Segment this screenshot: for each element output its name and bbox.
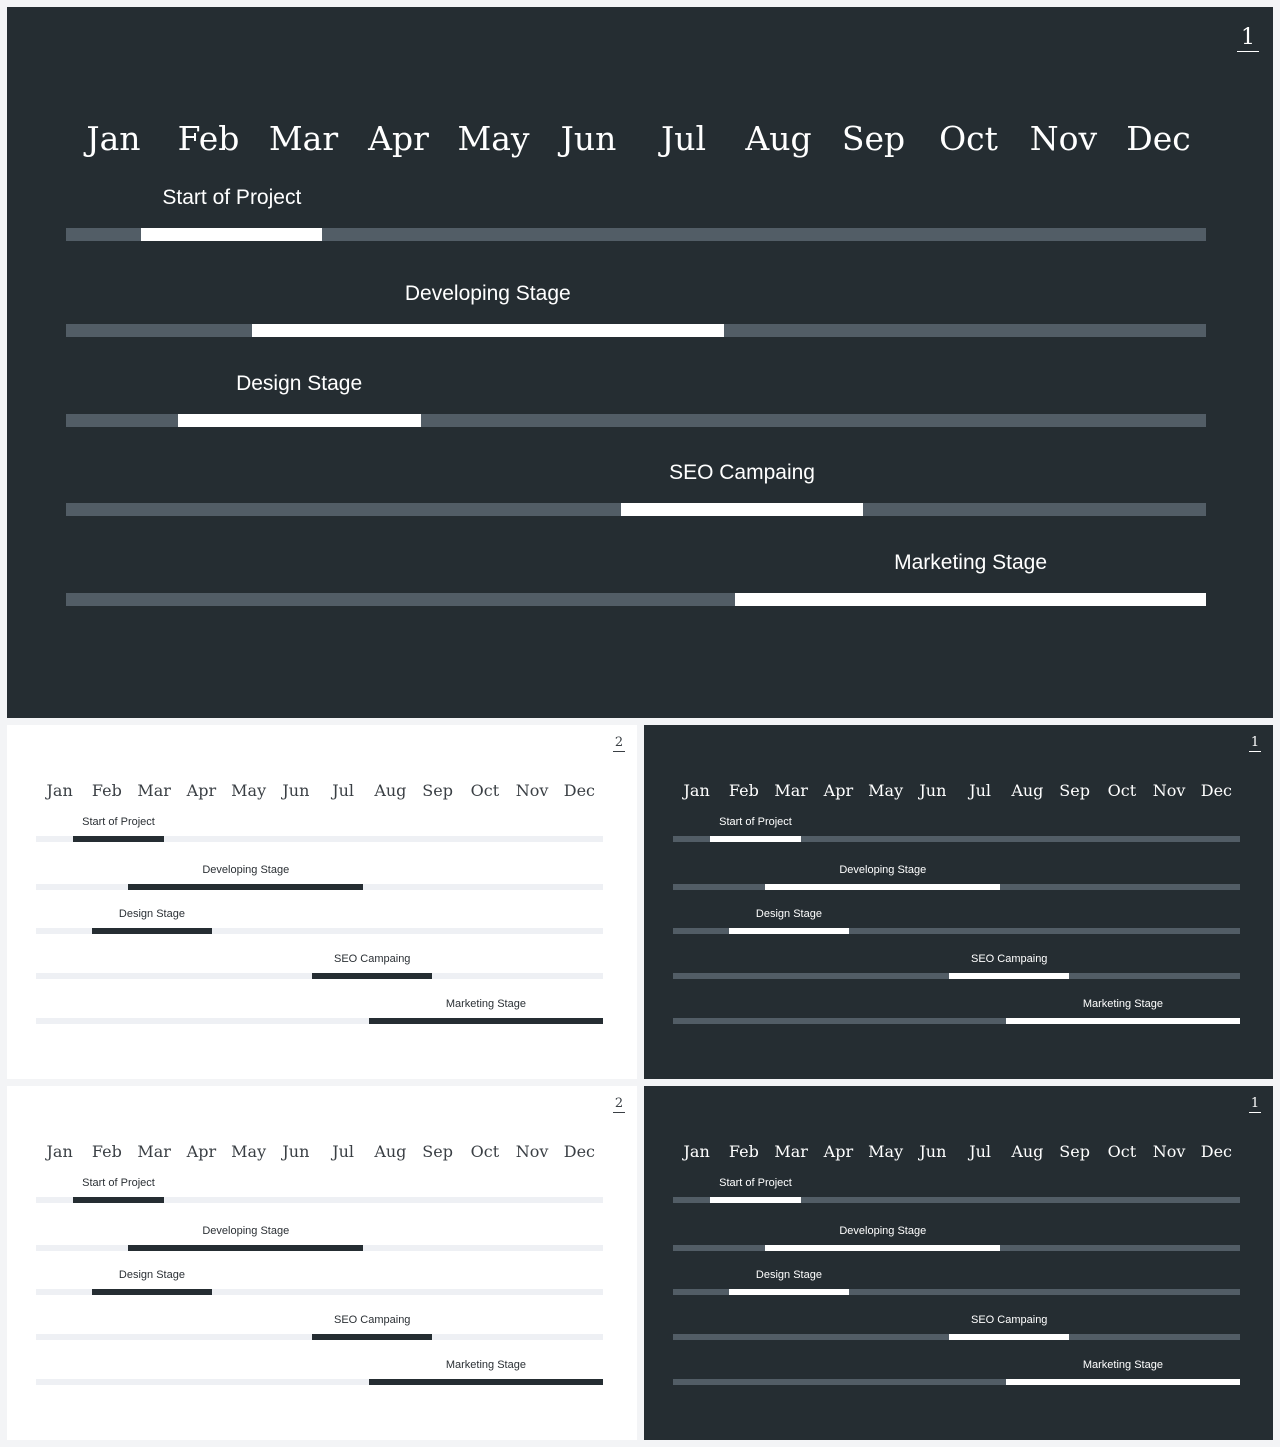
month-label-dec: Dec	[1200, 1142, 1232, 1161]
month-label-apr: Apr	[823, 1142, 854, 1161]
month-label-oct: Oct	[470, 1142, 500, 1161]
timeline-track	[36, 1289, 603, 1295]
month-label-jan: Jan	[683, 1142, 710, 1161]
task-bar	[710, 836, 800, 842]
slide-main	[7, 7, 1273, 718]
month-label-nov: Nov	[1029, 119, 1098, 158]
task-bar	[735, 593, 1206, 606]
timeline-track	[673, 1334, 1240, 1340]
month-label-jan: Jan	[46, 1142, 73, 1161]
timeline-track	[66, 228, 1206, 241]
task-label: Design Stage	[755, 1269, 822, 1281]
month-label-dec: Dec	[1126, 119, 1191, 158]
task-label: Design Stage	[118, 1269, 185, 1281]
month-label-jul: Jul	[332, 781, 355, 800]
month-label-feb: Feb	[91, 781, 122, 800]
month-label-feb: Feb	[728, 1142, 759, 1161]
task-label: Developing Stage	[839, 1225, 927, 1237]
month-label-nov: Nov	[1152, 1142, 1186, 1161]
month-label-jun: Jun	[560, 119, 617, 158]
task-label: Design Stage	[236, 372, 363, 395]
month-label-sep: Sep	[841, 119, 906, 158]
task-label: Marketing Stage	[445, 1359, 526, 1371]
slide-mid-left	[7, 725, 637, 1079]
timeline-track	[673, 1018, 1240, 1024]
task-label: Developing Stage	[839, 864, 927, 876]
month-label-mar: Mar	[774, 781, 808, 800]
month-label-aug: Aug	[374, 781, 407, 800]
page-number: 2	[614, 735, 624, 750]
month-label-mar: Mar	[268, 119, 339, 158]
timeline-track	[66, 593, 1206, 606]
month-label-jan: Jan	[46, 781, 73, 800]
task-bar	[765, 884, 1000, 890]
timeline-track	[36, 928, 603, 934]
page-number: 1	[1250, 1096, 1260, 1111]
timeline-track	[673, 1245, 1240, 1251]
timeline-track	[673, 973, 1240, 979]
month-label-nov: Nov	[515, 1142, 549, 1161]
timeline-track	[66, 414, 1206, 427]
month-label-jun: Jun	[919, 781, 947, 800]
timeline-track	[36, 884, 603, 890]
task-bar	[128, 884, 363, 890]
month-label-aug: Aug	[1011, 1142, 1044, 1161]
task-bar	[765, 1245, 1000, 1251]
month-label-aug: Aug	[374, 1142, 407, 1161]
task-bar	[710, 1197, 800, 1203]
timeline-track	[673, 1197, 1240, 1203]
task-label: Developing Stage	[404, 282, 571, 305]
month-label-jul: Jul	[969, 1142, 992, 1161]
month-label-dec: Dec	[563, 1142, 595, 1161]
month-label-mar: Mar	[137, 1142, 171, 1161]
timeline-track	[66, 324, 1206, 337]
task-bar	[252, 324, 724, 337]
task-label: Start of Project	[162, 186, 302, 209]
timeline-track	[66, 503, 1206, 516]
page-number: 2	[614, 1096, 624, 1111]
month-label-apr: Apr	[368, 119, 429, 158]
task-label: SEO Campaing	[971, 953, 1048, 965]
task-label: Marketing Stage	[894, 551, 1048, 574]
month-label-apr: Apr	[186, 1142, 217, 1161]
task-label: Marketing Stage	[1082, 1359, 1163, 1371]
task-label: SEO Campaing	[334, 1314, 411, 1326]
month-label-may: May	[457, 119, 530, 158]
task-bar	[729, 928, 850, 934]
month-label-sep: Sep	[422, 1142, 453, 1161]
task-label: Developing Stage	[202, 864, 290, 876]
page-number: 1	[1237, 25, 1259, 52]
slide-bottom-right	[644, 1086, 1273, 1440]
task-bar	[141, 228, 322, 241]
task-label: SEO Campaing	[669, 461, 815, 484]
task-label: Developing Stage	[202, 1225, 290, 1237]
month-label-aug: Aug	[1011, 781, 1044, 800]
month-label-oct: Oct	[1107, 1142, 1137, 1161]
month-label-jan: Jan	[683, 781, 710, 800]
task-bar	[312, 1334, 432, 1340]
task-bar	[1006, 1379, 1240, 1385]
task-label: Design Stage	[755, 908, 822, 920]
timeline-track	[36, 1018, 603, 1024]
timeline-track	[36, 1197, 603, 1203]
timeline-track	[673, 928, 1240, 934]
task-label: Start of Project	[82, 816, 155, 828]
task-bar	[369, 1018, 603, 1024]
task-bar	[73, 836, 163, 842]
month-label-may: May	[868, 1142, 904, 1161]
task-bar	[92, 928, 213, 934]
month-label-jul: Jul	[332, 1142, 355, 1161]
month-label-aug: Aug	[745, 119, 812, 158]
month-label-mar: Mar	[137, 781, 171, 800]
task-bar	[73, 1197, 163, 1203]
month-label-may: May	[868, 781, 904, 800]
task-label: SEO Campaing	[334, 953, 411, 965]
task-bar	[369, 1379, 603, 1385]
month-label-dec: Dec	[563, 781, 595, 800]
task-label: Start of Project	[719, 1177, 792, 1189]
month-label-mar: Mar	[774, 1142, 808, 1161]
month-label-feb: Feb	[728, 781, 759, 800]
timeline-track	[673, 836, 1240, 842]
timeline-track	[673, 1379, 1240, 1385]
month-label-jun: Jun	[919, 1142, 947, 1161]
task-bar	[128, 1245, 363, 1251]
month-label-jul: Jul	[969, 781, 992, 800]
month-label-nov: Nov	[515, 781, 549, 800]
month-label-sep: Sep	[422, 781, 453, 800]
month-label-jan: Jan	[86, 119, 141, 158]
month-label-oct: Oct	[470, 781, 500, 800]
month-label-feb: Feb	[177, 119, 240, 158]
month-label-apr: Apr	[186, 781, 217, 800]
task-bar	[178, 414, 421, 427]
task-bar	[949, 973, 1069, 979]
timeline-track	[673, 884, 1240, 890]
task-bar	[312, 973, 432, 979]
month-label-may: May	[231, 781, 267, 800]
month-label-jul: Jul	[660, 119, 707, 158]
month-label-sep: Sep	[1059, 1142, 1090, 1161]
timeline-track	[36, 836, 603, 842]
task-bar	[1006, 1018, 1240, 1024]
timeline-track	[36, 1379, 603, 1385]
timeline-track	[36, 973, 603, 979]
task-label: Start of Project	[719, 816, 792, 828]
timeline-track	[36, 1334, 603, 1340]
month-label-may: May	[231, 1142, 267, 1161]
timeline-track	[673, 1289, 1240, 1295]
slide-mid-right	[644, 725, 1273, 1079]
task-bar	[729, 1289, 850, 1295]
task-bar	[621, 503, 863, 516]
task-label: SEO Campaing	[971, 1314, 1048, 1326]
month-label-feb: Feb	[91, 1142, 122, 1161]
month-label-apr: Apr	[823, 781, 854, 800]
page-number: 1	[1250, 735, 1260, 750]
task-bar	[92, 1289, 213, 1295]
month-label-oct: Oct	[1107, 781, 1137, 800]
month-label-oct: Oct	[939, 119, 998, 158]
month-label-jun: Jun	[282, 781, 310, 800]
month-label-dec: Dec	[1200, 781, 1232, 800]
task-label: Design Stage	[118, 908, 185, 920]
slide-bottom-left	[7, 1086, 637, 1440]
task-label: Start of Project	[82, 1177, 155, 1189]
task-label: Marketing Stage	[1082, 998, 1163, 1010]
task-bar	[949, 1334, 1069, 1340]
task-label: Marketing Stage	[445, 998, 526, 1010]
month-label-sep: Sep	[1059, 781, 1090, 800]
month-label-nov: Nov	[1152, 781, 1186, 800]
timeline-track	[36, 1245, 603, 1251]
month-label-jun: Jun	[282, 1142, 310, 1161]
